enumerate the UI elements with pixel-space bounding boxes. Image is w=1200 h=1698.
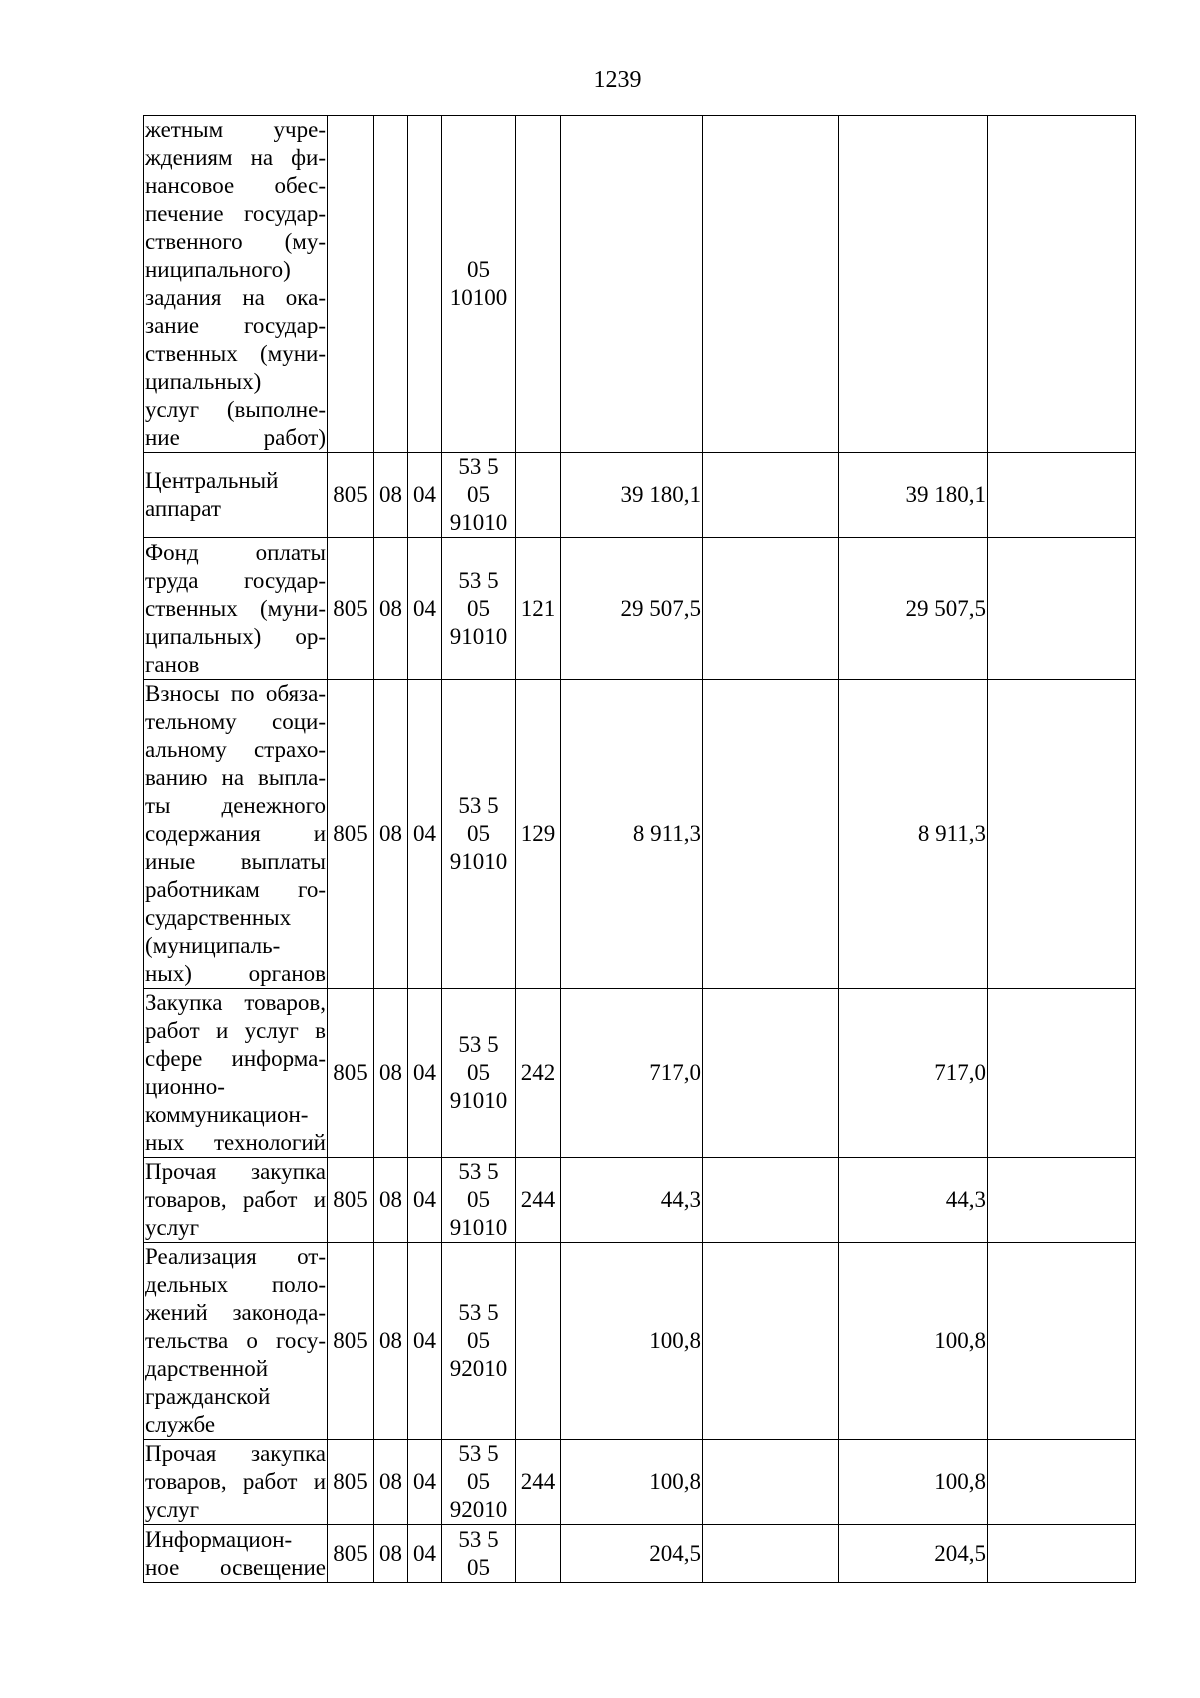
ved-code-cell: 805 [328,453,374,538]
ved-code-cell: 805 [328,1158,374,1243]
extra-amount-cell [988,989,1136,1158]
target-article-cell: 53 5 05 91010 [442,680,516,989]
subsection-code-cell: 04 [408,453,442,538]
table-row [144,453,1136,538]
row-name-line: ванию на выпла- [145,765,326,790]
row-name-cell [144,1525,328,1583]
subsection-code-cell: 04 [408,1440,442,1525]
total-amount-cell: 8 911,3 [839,680,988,989]
row-name-line: ное освещение [145,1554,326,1580]
table-row [144,1525,1136,1583]
row-name-line: печение государ- [145,201,326,226]
section-code-cell: 08 [374,1440,408,1525]
row-name-line: Закупка товаров, [145,990,326,1015]
expense-type-cell [516,1525,561,1583]
amount-cell: 39 180,1 [561,453,703,538]
row-name-cell [144,1243,328,1440]
ved-code-cell: 805 [328,1525,374,1583]
row-name-line: жетным учре- [145,117,326,142]
target-article-cell: 53 5 05 91010 [442,453,516,538]
expense-type-cell [516,453,561,538]
row-name-line: Фонд оплаты [145,539,326,565]
ved-code-cell: 805 [328,1440,374,1525]
table-row [144,1243,1136,1440]
row-name-line: Прочая закупка [145,1159,326,1184]
subsection-code-cell: 04 [408,1158,442,1243]
amount-cell: 100,8 [561,1243,703,1440]
section-code-cell: 08 [374,989,408,1158]
row-name-line: ственного (му- [145,229,326,254]
ved-code-cell: 805 [328,1243,374,1440]
federal-amount-cell [703,680,839,989]
amount-cell: 44,3 [561,1158,703,1243]
row-name-line: услуг [145,1215,200,1240]
row-name-line: ние работ) [145,425,326,450]
row-name-cell [144,538,328,680]
expense-type-cell [516,116,561,453]
target-article-cell: 53 5 05 91010 [442,989,516,1158]
federal-amount-cell [703,1243,839,1440]
row-name-line: иные выплаты [145,849,326,874]
row-name-line: аппарат [145,496,221,521]
amount-cell: 8 911,3 [561,680,703,989]
target-article-cell: 05 10100 [442,116,516,453]
subsection-code-cell: 04 [408,989,442,1158]
section-code-cell: 08 [374,538,408,680]
row-name-cell [144,989,328,1158]
extra-amount-cell [988,1525,1136,1583]
federal-amount-cell [703,116,839,453]
table-row [144,989,1136,1158]
federal-amount-cell [703,989,839,1158]
row-name-line: дельных поло- [145,1272,326,1297]
table-row [144,1440,1136,1525]
row-name-line: Взносы по обяза- [145,681,326,706]
row-name-line: работ и услуг в [145,1018,326,1043]
row-name-line: альному страхо- [145,737,326,762]
row-name-line: ждениям на фи- [145,145,326,170]
subsection-code-cell: 04 [408,680,442,989]
row-name-line: сфере информа- [145,1046,326,1071]
subsection-code-cell [408,116,442,453]
section-code-cell: 08 [374,1525,408,1583]
subsection-code-cell: 04 [408,1243,442,1440]
row-name-line: (муниципаль- [145,933,281,958]
expense-type-cell: 129 [516,680,561,989]
row-name-cell [144,116,328,453]
expense-type-cell: 242 [516,989,561,1158]
row-name-cell [144,1158,328,1243]
budget-table [143,115,1136,1583]
row-name-line: труда государ- [145,567,326,593]
target-article-cell: 53 5 05 91010 [442,1158,516,1243]
row-name-line: зание государ- [145,313,326,338]
row-name-line: Реализация от- [145,1244,326,1269]
extra-amount-cell [988,1158,1136,1243]
subsection-code-cell: 04 [408,1525,442,1583]
extra-amount-cell [988,453,1136,538]
total-amount-cell [839,116,988,453]
ved-code-cell [328,116,374,453]
federal-amount-cell [703,538,839,680]
total-amount-cell: 29 507,5 [839,538,988,680]
amount-cell: 717,0 [561,989,703,1158]
total-amount-cell: 39 180,1 [839,453,988,538]
row-name-line: товаров, работ и [145,1187,326,1212]
row-name-line: нансовое обес- [145,173,326,198]
section-code-cell: 08 [374,680,408,989]
page-number: 1239 [593,67,642,93]
row-name-line: Информацион- [145,1526,293,1552]
row-name-line: ниципального) [145,257,291,282]
federal-amount-cell [703,453,839,538]
section-code-cell: 08 [374,1243,408,1440]
expense-type-cell: 244 [516,1158,561,1243]
target-article-cell: 53 5 05 [442,1525,516,1583]
row-name-line: ственных (муни- [145,595,326,621]
target-article-cell: 53 5 05 92010 [442,1440,516,1525]
subsection-code-cell: 04 [408,538,442,680]
total-amount-cell: 717,0 [839,989,988,1158]
table-row [144,538,1136,680]
expense-type-cell: 121 [516,538,561,680]
section-code-cell: 08 [374,453,408,538]
amount-cell: 29 507,5 [561,538,703,680]
ved-code-cell: 805 [328,989,374,1158]
federal-amount-cell [703,1158,839,1243]
row-name-line: ных) органов [145,961,326,986]
amount-cell: 204,5 [561,1525,703,1583]
row-name-line: дарственной [145,1356,269,1381]
row-name-line: товаров, работ и [145,1469,326,1494]
row-name-line: Прочая закупка [145,1441,326,1466]
row-name-line: ципальных) ор- [145,623,326,649]
extra-amount-cell [988,680,1136,989]
federal-amount-cell [703,1525,839,1583]
amount-cell [561,116,703,453]
row-name-line: тельства о госу- [145,1328,326,1353]
expense-type-cell: 244 [516,1440,561,1525]
total-amount-cell: 204,5 [839,1525,988,1583]
section-code-cell [374,116,408,453]
row-name-line: ганов [145,651,200,677]
row-name-line: сударственных [145,905,292,930]
extra-amount-cell [988,538,1136,680]
extra-amount-cell [988,116,1136,453]
table-row [144,1158,1136,1243]
table-row [144,116,1136,453]
extra-amount-cell [988,1243,1136,1440]
row-name-line: Центральный [145,468,279,493]
amount-cell: 100,8 [561,1440,703,1525]
row-name-line: гражданской [145,1384,271,1409]
row-name-line: услуг (выполне- [145,397,326,422]
total-amount-cell: 100,8 [839,1440,988,1525]
row-name-line: ственных (муни- [145,341,326,366]
target-article-cell: 53 5 05 92010 [442,1243,516,1440]
extra-amount-cell [988,1440,1136,1525]
row-name-line: ципальных) [145,369,262,394]
row-name-line: работникам го- [145,877,326,902]
row-name-line: коммуникацион- [145,1102,309,1127]
ved-code-cell: 805 [328,538,374,680]
section-code-cell: 08 [374,1158,408,1243]
row-name-line: услуг [145,1497,200,1522]
row-name-line: тельному соци- [145,709,326,734]
row-name-line: службе [145,1412,216,1437]
federal-amount-cell [703,1440,839,1525]
row-name-line: задания на ока- [145,285,326,310]
row-name-line: ты денежного [145,793,326,818]
target-article-cell: 53 5 05 91010 [442,538,516,680]
table-row [144,680,1136,989]
row-name-cell [144,680,328,989]
row-name-line: содержания и [145,821,326,846]
row-name-line: ных технологий [145,1130,326,1155]
row-name-line: жений законода- [145,1300,326,1325]
ved-code-cell: 805 [328,680,374,989]
total-amount-cell: 100,8 [839,1243,988,1440]
row-name-cell [144,453,328,538]
total-amount-cell: 44,3 [839,1158,988,1243]
expense-type-cell [516,1243,561,1440]
row-name-cell [144,1440,328,1525]
row-name-line: ционно- [145,1074,225,1099]
